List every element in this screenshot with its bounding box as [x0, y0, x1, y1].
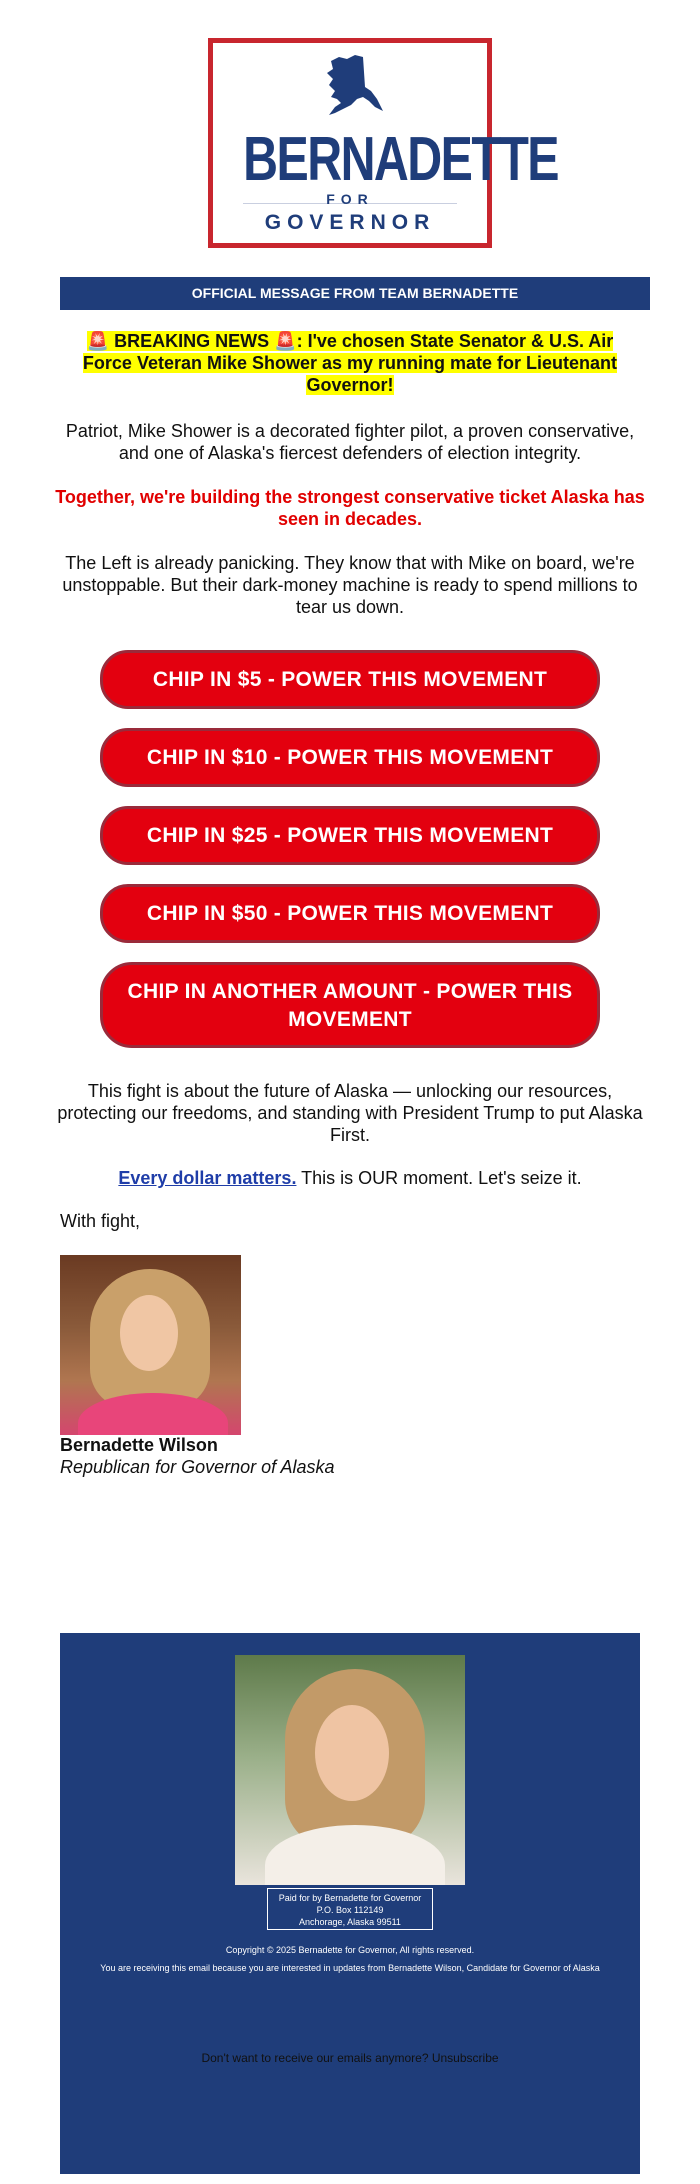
candidate-photo — [60, 1255, 241, 1435]
campaign-logo — [208, 38, 559, 248]
footer — [60, 1633, 640, 2174]
logo-office: GOVERNOR — [264, 211, 436, 234]
logo-for: FOR — [326, 191, 374, 207]
unsubscribe-link[interactable]: Unsubscribe — [431, 2051, 499, 2065]
siren-icon: 🚨 — [86, 331, 110, 351]
signature-title: Republican for Governor of Alaska — [60, 1457, 335, 1477]
donate-other-amount-button[interactable]: CHIP IN ANOTHER AMOUNT - POWER THIS MOVEMENT — [100, 962, 600, 1048]
donate-25-button[interactable]: CHIP IN $25 - POWER THIS MOVEMENT — [100, 806, 600, 865]
paid-for-box — [267, 1888, 433, 1930]
unsubscribe-prefix: Don't want to receive our emails anymore? — [201, 2051, 432, 2065]
unsubscribe-line — [60, 2051, 640, 2065]
paragraph-together: Together, we're building the strongest conservative ticket Alaska has seen in decades. — [55, 487, 645, 529]
every-dollar-link[interactable]: Every dollar matters. — [118, 1168, 297, 1188]
paragraph-every-dollar — [55, 1167, 645, 1189]
logo-name: BERNADETTE — [243, 125, 559, 194]
signature-name: Bernadette Wilson — [60, 1435, 218, 1455]
paid-line-1: Paid for by Bernadette for Governor — [278, 1893, 422, 1903]
donate-10-button[interactable]: CHIP IN $10 - POWER THIS MOVEMENT — [100, 728, 600, 787]
alaska-map-icon — [325, 53, 385, 119]
breaking-text: : I've chosen State Senator & U.S. Air Force Veteran Mike Shower as my running mate for Lieutenant Governor! — [82, 331, 618, 395]
breaking-news — [70, 330, 630, 396]
paid-line-2: P.O. Box 112149 — [316, 1905, 384, 1915]
paragraph-left-panicking: The Left is already panicking. They know that with Mike on board, we're unstoppable. But their dark-money machine is ready to spend millions to tear us down. — [62, 553, 638, 617]
closing-line: With fight, — [60, 1211, 141, 1231]
footer-candidate-photo — [235, 1655, 465, 1885]
donate-50-button[interactable]: CHIP IN $50 - POWER THIS MOVEMENT — [100, 884, 600, 943]
donate-5-button[interactable]: CHIP IN $5 - POWER THIS MOVEMENT — [100, 650, 600, 709]
receiving-reason: You are receiving this email because you are interested in updates from Bernadette Wilson, Candidate for Governor of Alaska — [100, 1963, 600, 1973]
paid-line-3: Anchorage, Alaska 99511 — [299, 1917, 401, 1927]
paragraph-patriot: Patriot, Mike Shower is a decorated fighter pilot, a proven conservative, and one of Alaska's fiercest defenders of election integrity. — [65, 421, 635, 463]
siren-icon: 🚨 — [274, 331, 297, 351]
breaking-lead: BREAKING NEWS — [114, 331, 270, 351]
copyright-text: Copyright © 2025 Bernadette for Governor, All rights reserved. — [225, 1945, 475, 1955]
paragraph-future-alaska: This fight is about the future of Alaska — unlocking our resources, protecting our freedoms, and standing with President Trump to put Alaska First. — [57, 1081, 643, 1145]
official-message-banner: OFFICIAL MESSAGE FROM TEAM BERNADETTE — [60, 277, 650, 310]
every-dollar-rest: This is OUR moment. Let's seize it. — [296, 1168, 582, 1188]
